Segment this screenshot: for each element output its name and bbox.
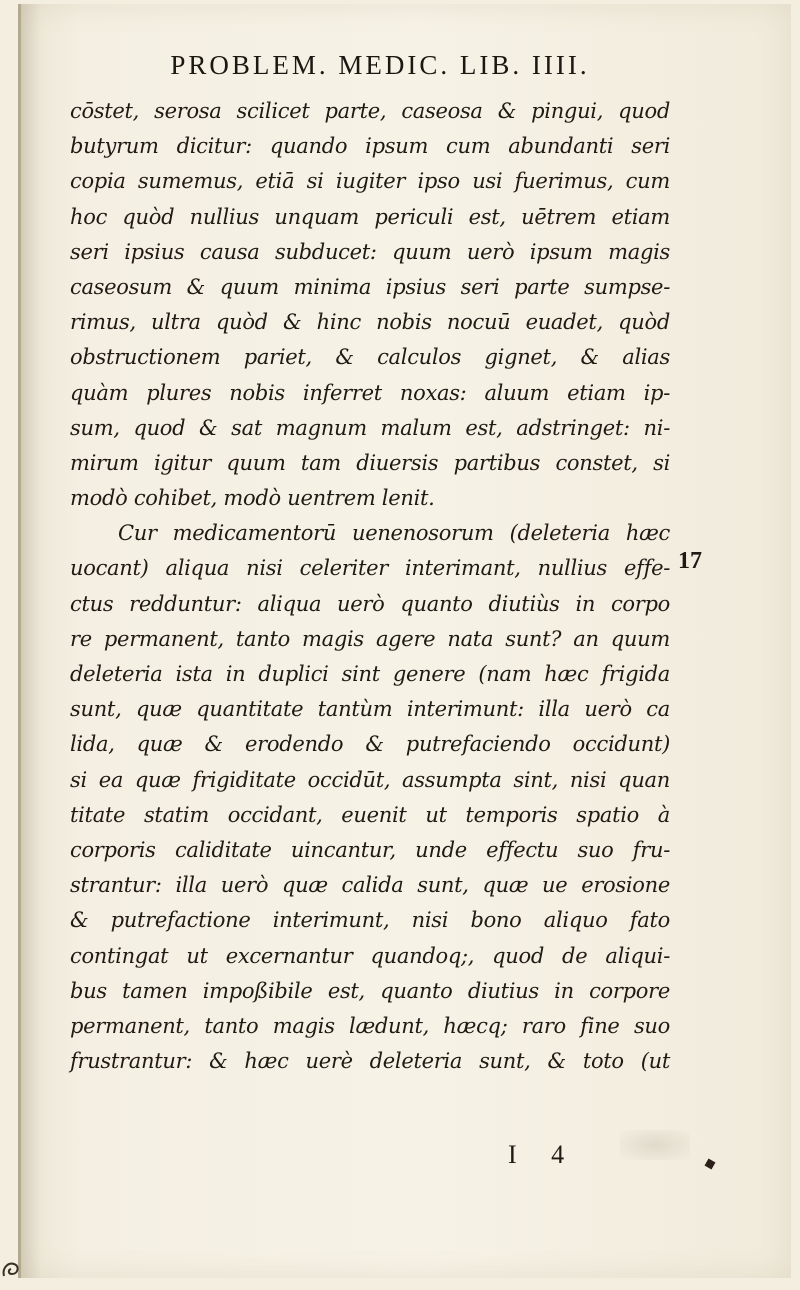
text-line: bus tamen impoßibile est, quanto diutius in corpore: [70, 978, 670, 1003]
text-line: seri ipsius causa subducet: quum uerò ipsum magis: [70, 239, 670, 264]
page-corner-ornament: [0, 1240, 26, 1280]
text-line: re permanent, tanto magis agere nata sunt? an quum: [70, 626, 670, 651]
text-line: hoc quòd nullius unquam periculi est, uētrem etiam: [70, 204, 670, 229]
running-header: PROBLEM. MEDIC. LIB. IIII.: [170, 50, 590, 80]
text-line: butyrum dicitur: quando ipsum cum abundanti seri: [70, 134, 670, 159]
text-line: titate statim occidant, euenit ut temporis spatio à: [70, 802, 670, 827]
text-line: sum, quod & sat magnum malum est, adstringet: ni-: [70, 415, 670, 440]
text-line: mirum igitur quum tam diuersis partibus constet, si: [70, 450, 670, 475]
text-line: contingat ut excernantur quandoq;, quod de aliqui-: [70, 943, 670, 968]
text-line: ctus redduntur: aliqua uerò quanto diutiùs in corpo: [70, 591, 670, 616]
text-line: caseosum & quum minima ipsius seri parte sumpse-: [70, 274, 670, 299]
text-line: rimus, ultra quòd & hinc nobis nocuū euadet, quòd: [70, 310, 670, 335]
text-line: strantur: illa uerò quæ calida sunt, quæ ue erosione: [70, 873, 670, 898]
text-line: si ea quæ frigiditate occidūt, assumpta sint, nisi quan: [70, 767, 670, 792]
text-line: & putrefactione interimunt, nisi bono aliquo fato: [70, 908, 670, 933]
text-line: obstructionem pariet, & calculos gignet, & alias: [70, 345, 670, 370]
text-line: permanent, tanto magis lædunt, hæcq; raro fine suo: [70, 1013, 670, 1038]
text-line: copia sumemus, etiā si iugiter ipso usi fuerimus, cum: [70, 169, 670, 194]
text-line: corporis caliditate uincantur, unde effectu suo fru-: [70, 837, 670, 862]
margin-section-number: 17: [678, 548, 702, 574]
text-line-paragraph-start: Cur medicamentorū uenenosorum (deleteria hæc: [118, 521, 670, 546]
signature-mark: I 4: [508, 1140, 579, 1169]
text-line: frustrantur: & hæc uerè deleteria sunt, & toto (ut: [70, 1049, 670, 1074]
ink-bleed-through: [620, 1130, 690, 1160]
text-body: [70, 94, 670, 1079]
text-line-paragraph-end: modò cohibet, modò uentrem lenit.: [70, 486, 435, 511]
text-line: deleteria ista in duplici sint genere (nam hæc frigida: [70, 662, 670, 686]
text-line: sunt, quæ quantitate tantùm interimunt: illa uerò ca: [70, 697, 670, 722]
text-line: cōstet, serosa scilicet parte, caseosa & pingui, quod: [70, 99, 670, 123]
text-line: uocant) aliqua nisi celeriter interimant, nullius effe-: [70, 556, 670, 581]
text-line: lida, quæ & erodendo & putrefaciendo occidunt): [70, 732, 670, 757]
text-line: quàm plures nobis inferret noxas: aluum etiam ip-: [70, 380, 670, 405]
